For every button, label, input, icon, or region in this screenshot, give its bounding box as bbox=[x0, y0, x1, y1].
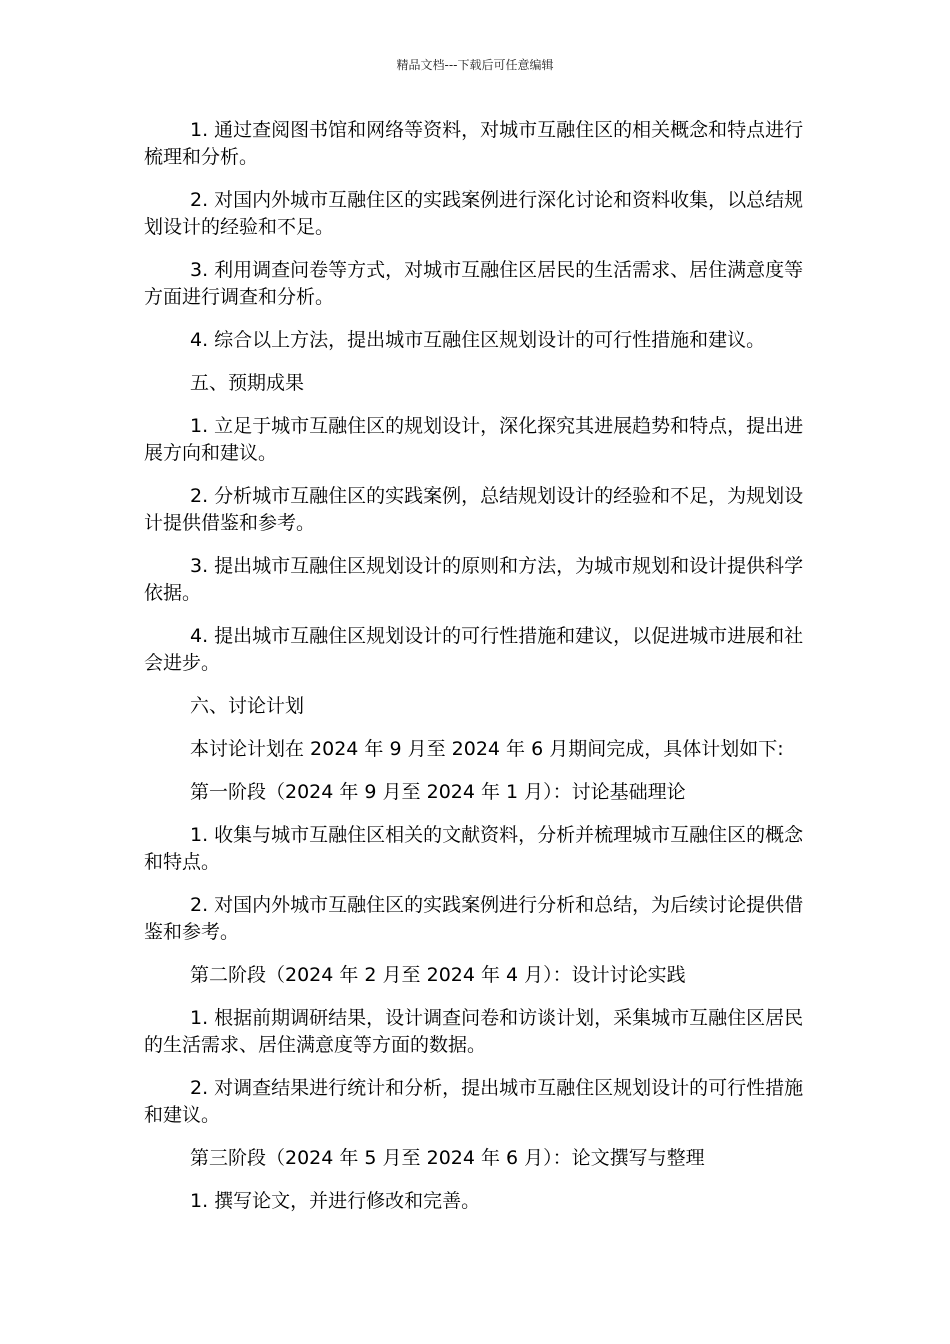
section-heading: 五、预期成果 bbox=[190, 372, 305, 394]
paragraph: 1. 撰写论文，并进行修改和完善。 bbox=[190, 1190, 481, 1212]
document-body bbox=[144, 117, 812, 1215]
page-header: 精品文档---下载后可任意编辑 bbox=[396, 58, 554, 72]
paragraph: 2. 对国内外城市互融住区的实践案例进行深化讨论和资料收集，以总结规划设计的经验和不足。 bbox=[144, 189, 804, 238]
paragraph: 1. 立足于城市互融住区的规划设计，深化探究其进展趋势和特点，提出进展方向和建议。 bbox=[144, 415, 804, 464]
paragraph: 4. 提出城市互融住区规划设计的可行性措施和建议，以促进城市进展和社会进步。 bbox=[144, 625, 804, 674]
paragraph: 3. 提出城市互融住区规划设计的原则和方法，为城市规划和设计提供科学依据。 bbox=[144, 555, 804, 604]
paragraph: 1. 通过查阅图书馆和网络等资料，对城市互融住区的相关概念和特点进行梳理和分析。 bbox=[144, 119, 804, 168]
phase-heading: 第三阶段（2024 年 5 月至 2024 年 6 月）：论文撰写与整理 bbox=[190, 1147, 705, 1169]
phase-heading: 第二阶段（2024 年 2 月至 2024 年 4 月）：设计讨论实践 bbox=[190, 964, 686, 986]
paragraph: 2. 对国内外城市互融住区的实践案例进行分析和总结，为后续讨论提供借鉴和参考。 bbox=[144, 894, 804, 943]
section-heading: 六、讨论计划 bbox=[190, 695, 305, 717]
paragraph: 4. 综合以上方法，提出城市互融住区规划设计的可行性措施和建议。 bbox=[190, 329, 766, 351]
paragraph: 1. 根据前期调研结果，设计调查问卷和访谈计划，采集城市互融住区居民的生活需求、居住满意度等方面的数据。 bbox=[144, 1007, 804, 1056]
paragraph: 2. 分析城市互融住区的实践案例，总结规划设计的经验和不足，为规划设计提供借鉴和参考。 bbox=[144, 485, 804, 534]
paragraph: 本讨论计划在 2024 年 9 月至 2024 年 6 月期间完成，具体计划如下: bbox=[190, 738, 784, 760]
paragraph: 2. 对调查结果进行统计和分析，提出城市互融住区规划设计的可行性措施和建议。 bbox=[144, 1077, 804, 1126]
phase-heading: 第一阶段（2024 年 9 月至 2024 年 1 月）：讨论基础理论 bbox=[190, 781, 686, 803]
paragraph: 3. 利用调查问卷等方式，对城市互融住区居民的生活需求、居住满意度等方面进行调查和分析。 bbox=[144, 259, 804, 308]
paragraph: 1. 收集与城市互融住区相关的文献资料，分析并梳理城市互融住区的概念和特点。 bbox=[144, 824, 804, 873]
